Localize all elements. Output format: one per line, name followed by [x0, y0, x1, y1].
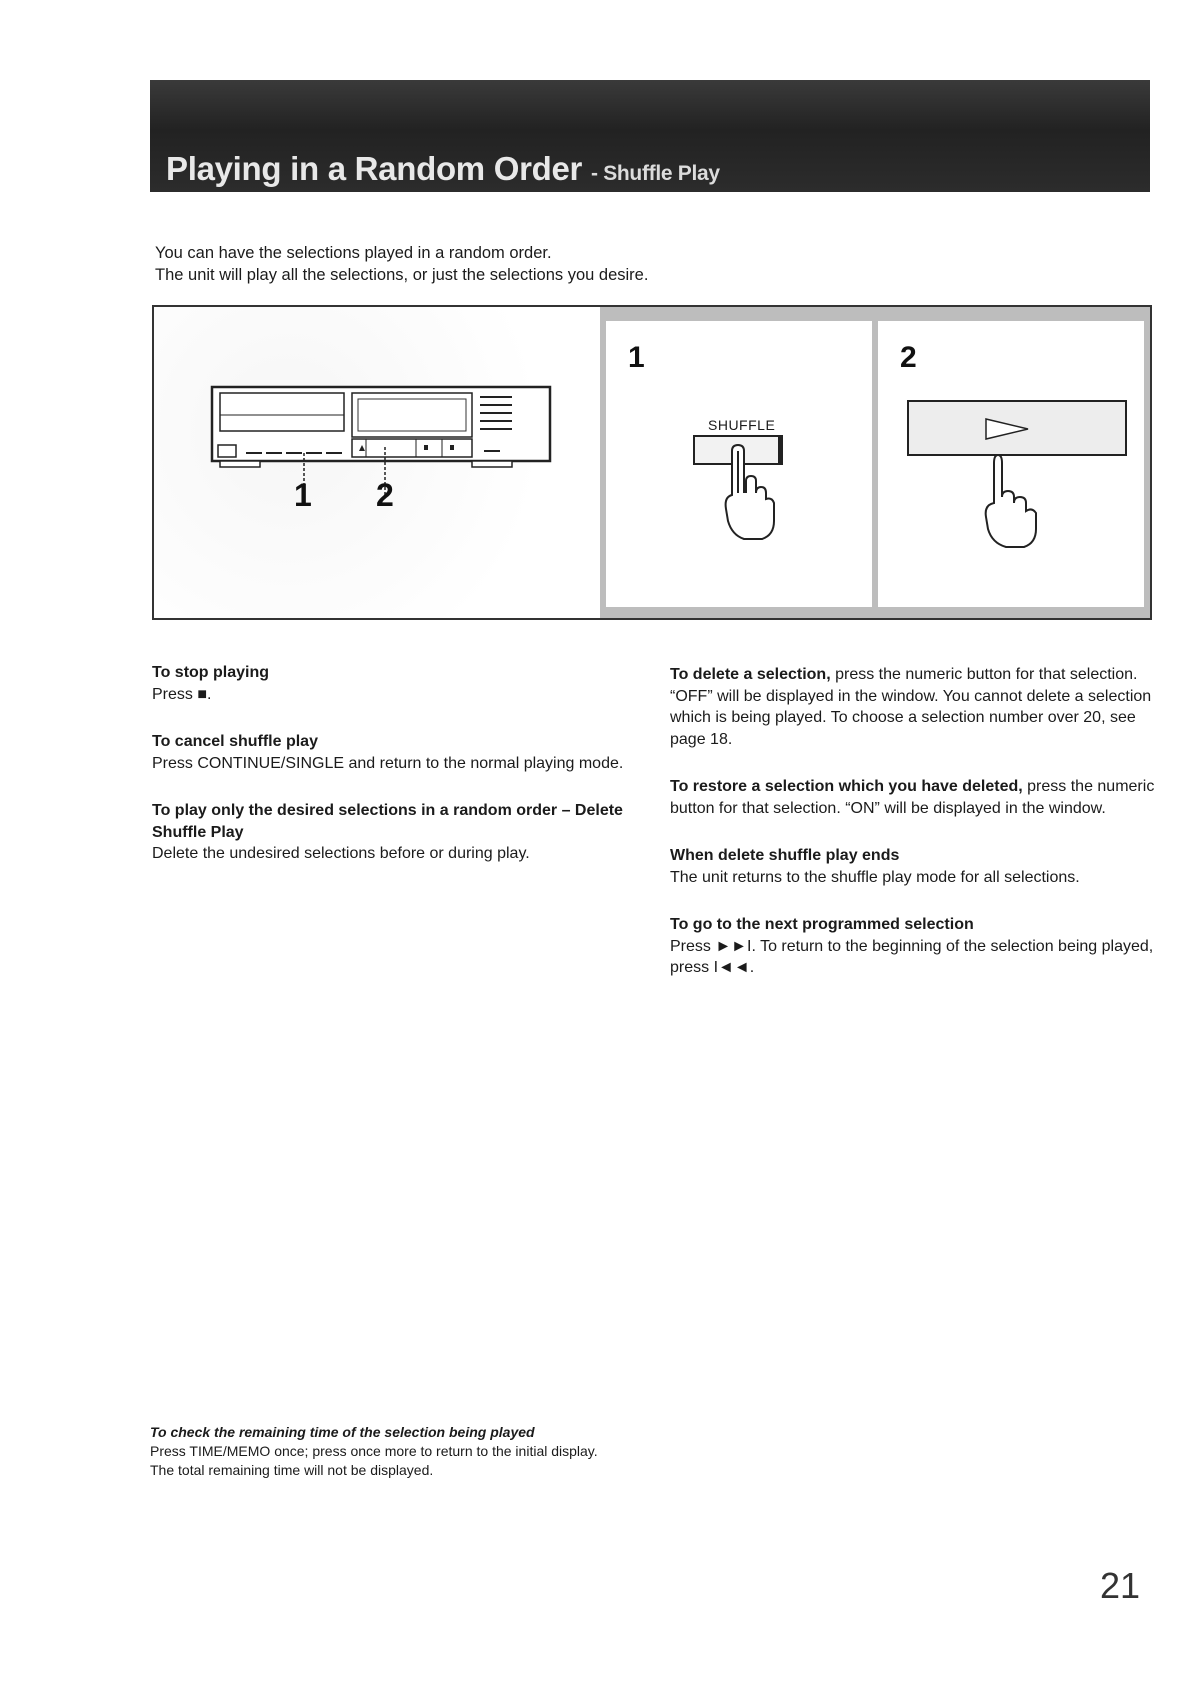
remaining-time-note [150, 1423, 620, 1480]
restore-selection-body: press the numeric button for that selection. “ON” will be displayed in the window. [670, 778, 1155, 817]
step-2-panel [878, 321, 1144, 607]
hand-pressing-shuffle-icon [606, 321, 872, 607]
restore-selection-section [670, 776, 1155, 819]
cd-player-drawing [154, 307, 600, 618]
shuffle-ends-body: The unit returns to the shuffle play mode for all selections. [670, 868, 1080, 886]
cancel-shuffle-section [152, 731, 627, 774]
shuffle-button-label: SHUFFLE [708, 417, 776, 433]
step-2-number: 2 [900, 341, 917, 374]
step-1-panel [606, 321, 872, 607]
stop-playing-body: Press ■. [152, 685, 212, 703]
page-title-text: Playing in a Random Order [166, 150, 583, 187]
delete-shuffle-body: Delete the undesired selections before or during play. [152, 845, 530, 862]
hand-pressing-play-icon [878, 321, 1144, 607]
delete-shuffle-section [152, 800, 627, 865]
page-title [166, 150, 720, 188]
delete-selection-heading: To delete a selection, [670, 666, 831, 683]
device-callout-1: 1 [294, 477, 312, 513]
next-selection-body: Press ►►I. To return to the beginning of the selection being played, press I◄◄. [670, 937, 1154, 976]
cancel-shuffle-heading: To cancel shuffle play [152, 733, 318, 750]
page-subtitle: - Shuffle Play [590, 162, 720, 185]
steps-panel [600, 307, 1150, 618]
next-selection-heading: To go to the next programmed selection [670, 916, 974, 933]
intro-line-2: The unit will play all the selections, or just the selections you desire. [155, 266, 649, 284]
next-selection-section [670, 914, 1155, 979]
left-instructions [152, 662, 627, 891]
page-title-bar [150, 80, 1150, 192]
page-number: 21 [1100, 1565, 1141, 1606]
cancel-shuffle-body: Press CONTINUE/SINGLE and return to the normal playing mode. [152, 754, 624, 772]
remaining-time-heading: To check the remaining time of the selection being played [150, 1424, 535, 1440]
remaining-time-body: Press TIME/MEMO once; press once more to return to the initial display. The total remaining time will not be displayed. [150, 1443, 598, 1478]
stop-playing-heading: To stop playing [152, 664, 270, 681]
delete-shuffle-heading: To play only the desired selections in a random order – Delete Shuffle Play [152, 802, 623, 841]
delete-selection-section [670, 664, 1155, 750]
cd-player-illustration [154, 307, 600, 618]
right-instructions [670, 664, 1155, 1005]
shuffle-ends-heading: When delete shuffle play ends [670, 847, 900, 864]
intro-text [155, 242, 648, 286]
step-1-number: 1 [628, 341, 645, 374]
intro-line-1: You can have the selections played in a random order. [155, 244, 552, 262]
device-callout-2: 2 [376, 477, 394, 513]
shuffle-ends-section [670, 845, 1155, 888]
instruction-figure [152, 305, 1152, 620]
stop-playing-section [152, 662, 627, 705]
restore-selection-heading: To restore a selection which you have deleted, [670, 778, 1023, 795]
delete-selection-body: press the numeric button for that selection. “OFF” will be displayed in the window. You cannot delete a selection which is being played. To choose a selection number over 20, see page 18. [670, 666, 1152, 748]
